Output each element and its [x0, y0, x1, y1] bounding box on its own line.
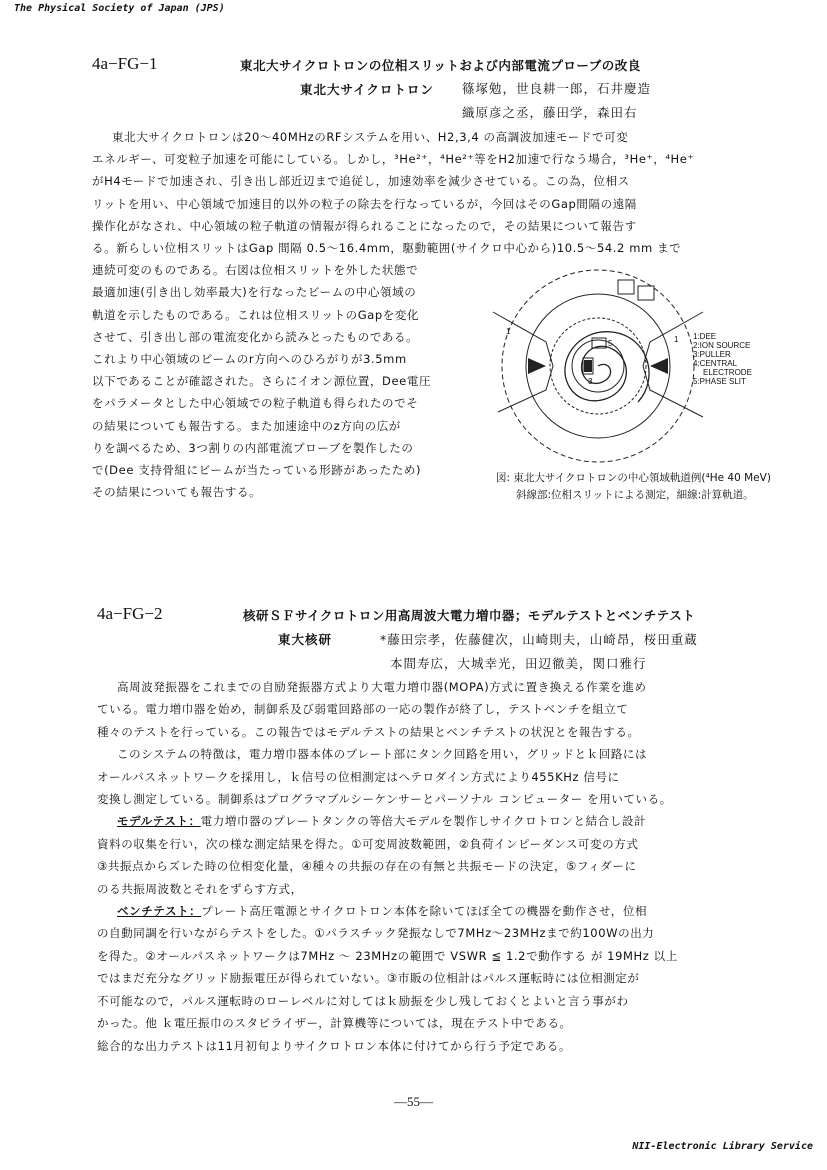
ion-source-fill — [584, 360, 592, 372]
paper2-title: 核研ＳＦサイクロトロン用高周波大電力増巾器；モデルテストとベンチテスト — [243, 608, 696, 623]
paper1-authors-line2: 織原彦之丞，藤田学，森田右 — [462, 105, 638, 120]
paper1-affiliation: 東北大サイクロトロン — [300, 82, 434, 97]
paper2-line: のる共振周波数とそれをずらす方式， — [97, 881, 303, 896]
paper2-body — [97, 676, 777, 1057]
paper2-authors-line2: 本間寿広，大城幸光，田辺徹美，関口雅行 — [390, 656, 647, 671]
paper2-line: 総合的な出力テストは11月初旬よりサイクロトロン本体に付けてから行う予定である。 — [97, 1038, 572, 1053]
paper2-line: 種々のテストを行っている。この報告ではモデルテストの結果とベンチテストの状況とを報告する。 — [97, 724, 640, 739]
paper2-line: モデルテスト：電力増巾器のプレートタンクの等倍大モデルを製作しサイクロトロンと結合し設計 — [117, 814, 647, 829]
paper2-authors-line1: *藤田宗孝，佐藤健次，山崎則夫，山崎昂，桜田重蔵 — [380, 632, 698, 647]
dee-tip-left — [528, 358, 546, 374]
figure-caption — [496, 470, 796, 504]
paper1-line: 以下であることが確認された。さらにイオン源位置，Dee電圧 — [92, 374, 432, 389]
legend-item: 4:CENTRAL — [693, 359, 738, 368]
figure-legend — [693, 332, 752, 386]
paper1-line: 操作化がなされ、中心領域の粒子軌道の情報が得られることになったので，その結果について報告す — [92, 218, 637, 233]
paper2-line: 変換し測定している。制御系はプログラマブルシーケンサーとパーソナル コンピューター を用いている。 — [97, 792, 672, 807]
section-label: モデルテスト： — [117, 814, 201, 829]
paper1-title: 東北大サイクロトロンの位相スリットおよび内部電流プローブの改良 — [240, 58, 641, 73]
paper1-line: 最適加速(引き出し効率最大)を行なったビームの中心領域の — [92, 285, 417, 300]
label-5: 5 — [608, 339, 613, 348]
paper1-line: エネルギー、可変粒子加速を可能にしている。しかし，³He²⁺，⁴He²⁺等をH2加速で行なう場合，³He⁺，⁴He⁺ — [92, 152, 695, 167]
legend-item: 1:DEE — [693, 332, 717, 341]
slit-box-1 — [618, 280, 634, 294]
paper1-line: をパラメータとした中心領域での粒子軌道も得られたのでそ — [92, 396, 419, 411]
label-2: 1 — [674, 335, 679, 344]
paper2-line: ベンチテスト：プレート高圧電源とサイクロトロン本体を除いてほぼ全ての機器を動作させ，位相 — [117, 904, 648, 919]
paper1-line: で(Dee 支持骨組にビームが当たっている形跡があったため) — [92, 463, 422, 478]
paper2-affiliation: 東大核研 — [278, 632, 333, 647]
paper1-line: させて、引き出し部の電流変化から読みとったものである。 — [92, 329, 419, 344]
paper2-line: ではまだ充分なグリッド励振電圧が得られていない。③市販の位相計はパルス運転時には位相測定が — [97, 971, 640, 986]
section-label: ベンチテスト： — [117, 904, 202, 919]
paper2-line: 資料の収集を行い，次の様な測定結果を得た。①可変周波数範囲，②負荷インピーダンス可変の方式 — [97, 836, 639, 851]
paper2-line: このシステムの特徴は，電力増巾器本体のプレート部にタンク回路を用い，グリッドとｋ回路には — [117, 747, 648, 762]
paper1-line: りを調べるため、3つ割りの内部電流プローブを製作したの — [92, 440, 414, 455]
orbit-path — [565, 332, 649, 402]
page-header: The Physical Society of Japan (JPS) — [14, 3, 225, 14]
caption-line: 図: 東北大サイクロトロンの中心領域軌道例(⁴He 40 MeV) — [496, 472, 771, 484]
paper1-line: これより中心領域のビームのr方向へのひろがりが3.5mm — [92, 352, 407, 367]
paper2-line: 不可能なので，パルス運転時のローレベルに対してはｋ励振を少し残しておくとよいと言う事がわ — [97, 993, 629, 1008]
legend-item: 5:PHASE SLIT — [693, 377, 746, 386]
legend-item: ELECTRODE — [703, 368, 752, 377]
paper1-line: その結果についても報告する。 — [92, 485, 262, 500]
legend-item: 3:PULLER — [693, 350, 731, 359]
paper2-id: 4a−FG−2 — [97, 604, 163, 623]
paper1-authors-line1: 篠塚勉，世良耕一郎，石井慶造 — [462, 81, 652, 96]
paper1-line: がH4モードで加速され、引き出し部近辺まで追従し，加速効率を減少させている。この為，位相ス — [92, 174, 630, 189]
paper1-id: 4a−FG−1 — [92, 54, 158, 73]
paper1-line: の結果についても報告する。また加速途中のz方向の広が — [92, 418, 401, 433]
label-3: 3 — [588, 377, 593, 386]
paper2-line: 高周波発振器をこれまでの自励発振器方式より大電力増巾器(MOPA)方式に置き換える作業を進め — [117, 680, 647, 694]
paper1-line: リットを用い、中心領域で加速目的以外の粒子の除去を行なっているが，今回はそのGap間隔の遠隔 — [92, 196, 637, 211]
paper2-line: の自動同調を行いながらテストをした。①パラスチック発振なしで7MHz〜23MHzまで約100Wの出力 — [97, 926, 655, 941]
paper2-line: オールパスネットワークを採用し，ｋ信号の位相測定はヘテロダイン方式により455KHz 信号に — [97, 769, 620, 784]
paper1-line: 軌道を示したものである。これは位相スリットのGapを変化 — [92, 307, 420, 322]
paper1-line: 東北大サイクロトロンは20〜40MHzのRFシステムを用い、H2,3,4 の高調波加速モードで可変 — [112, 130, 629, 144]
label-1: 1 — [506, 327, 511, 336]
slit-box-2 — [638, 286, 654, 300]
page-footer: NII-Electronic Library Service — [632, 1141, 813, 1152]
paper1-line: る。新らしい位相スリットはGap 間隔 0.5〜16.4mm，駆動範囲(サイクロ中心から)10.5〜54.2 mm まで — [92, 241, 682, 256]
paper2-line: を得た。②オールパスネットワークは7MHz 〜 23MHzの範囲で VSWR ≦ 1.2で動作する が 19MHz 以上 — [97, 948, 678, 963]
paper2-line: ③共振点からズレた時の位相変化量，④種々の共振の存在の有無と共振モードの決定，⑤フィダーに — [97, 859, 637, 874]
paper2-line: ている。電力増巾器を始め，制御系及び弱電回路部の一応の製作が終了し，テストベンチを組立て — [97, 702, 629, 717]
paper2-line: かった。他 ｋ電圧振巾のスタビライザー，計算機等については，現在テスト中である。 — [97, 1016, 572, 1031]
caption-line: 斜線部:位相スリットによる測定，細線:計算軌道。 — [516, 489, 754, 501]
legend-item: 2:ION SOURCE — [693, 341, 751, 350]
page-number: —55— — [394, 1094, 433, 1109]
cyclotron-figure — [488, 262, 778, 470]
paper1-line: 連続可変のものである。右図は位相スリットを外した状態で — [92, 263, 419, 278]
dee-tip-right — [650, 358, 668, 374]
